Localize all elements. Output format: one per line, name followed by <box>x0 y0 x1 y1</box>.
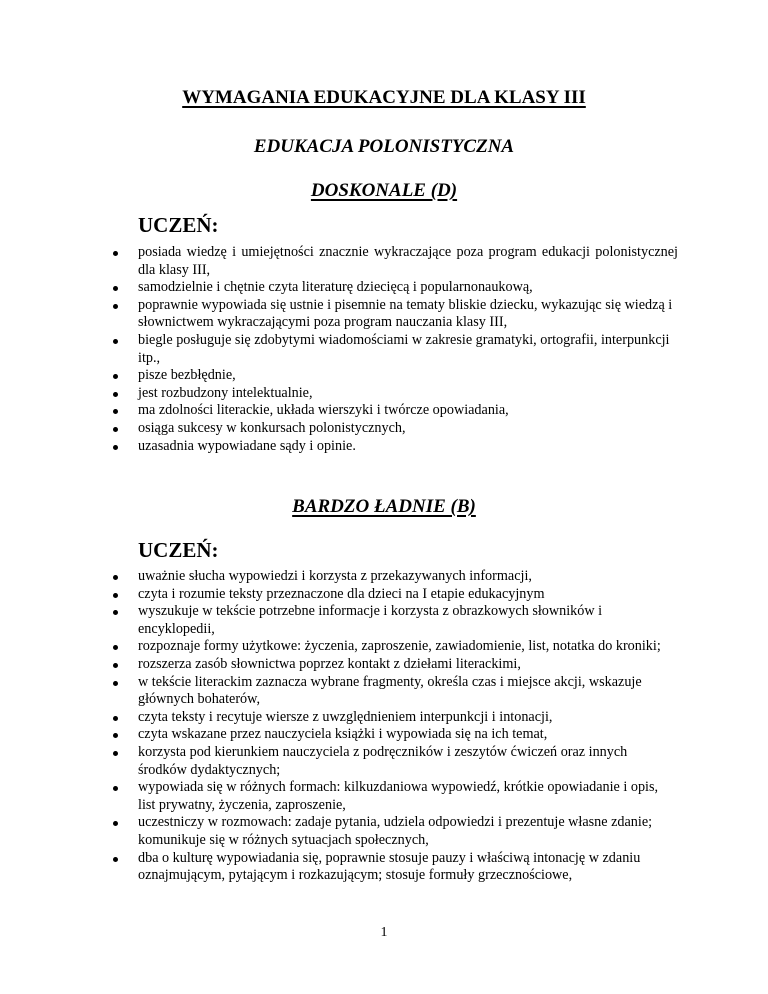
bullet-icon <box>113 821 118 826</box>
list-item: czyta wskazane przez nauczyciela książki i wypowiada się na ich temat, <box>0 726 678 744</box>
list-item: wyszukuje w tekście potrzebne informacje i korzysta z obrazkowych słowników i encyklopedii, <box>0 603 678 638</box>
list-item: korzysta pod kierunkiem nauczyciela z podręczników i zeszytów ćwiczeń oraz innych środków dydaktycznych; <box>0 744 678 779</box>
bullet-icon <box>113 786 118 791</box>
bullet-icon <box>113 339 118 344</box>
bullet-icon <box>113 751 118 756</box>
list-item: jest rozbudzony intelektualnie, <box>0 385 678 403</box>
list-item: posiada wiedzę i umiejętności znacznie wykraczające poza program edukacji polonistycznej dla klasy III, <box>0 244 678 279</box>
list-item: uczestniczy w rozmowach: zadaje pytania, udziela odpowiedzi i prezentuje własne zdanie; komunikuje się w różnych sytuacjach społecznych, <box>0 814 678 849</box>
bullet-icon <box>113 733 118 738</box>
list-item: uważnie słucha wypowiedzi i korzysta z przekazywanych informacji, <box>0 568 678 586</box>
bullet-icon <box>113 374 118 379</box>
list-item: ma zdolności literackie, układa wierszyki i twórcze opowiadania, <box>0 402 678 420</box>
bullet-icon <box>113 575 118 580</box>
list-item: poprawnie wypowiada się ustnie i pisemnie na tematy bliskie dziecku, wykazując się wiedzą i słownictwem wykraczającymi poza program nauczania klasy III, <box>0 297 678 332</box>
bullet-icon <box>113 445 118 450</box>
bullet-icon <box>113 409 118 414</box>
bullet-icon <box>113 610 118 615</box>
bullet-icon <box>113 857 118 862</box>
grade-heading-doskonale: DOSKONALE (D) <box>310 180 458 201</box>
bullet-icon <box>113 645 118 650</box>
bullet-icon <box>113 593 118 598</box>
bullet-icon <box>113 392 118 397</box>
list-item: czyta i rozumie teksty przeznaczone dla dzieci na I etapie edukacyjnym <box>0 586 678 604</box>
list-item: dba o kulturę wypowiadania się, poprawnie stosuje pauzy i właściwą intonację w zdaniu oznajmującym, pytającym i rozkazującym; stosuje formuły grzecznościowe, <box>0 850 678 885</box>
list-item: w tekście literackim zaznacza wybrane fragmenty, określa czas i miejsce akcji, wskazuje głównych bohaterów, <box>0 674 678 709</box>
bullet-icon <box>113 663 118 668</box>
list-item: czyta teksty i recytuje wiersze z uwzględnieniem interpunkcji i intonacji, <box>0 709 678 727</box>
page-number: 1 <box>380 925 388 940</box>
bullet-icon <box>113 251 118 256</box>
list-item: biegle posługuje się zdobytymi wiadomościami w zakresie gramatyki, ortografii, interpunkcji itp., <box>0 332 678 367</box>
subject-title: EDUKACJA POLONISTYCZNA <box>253 136 515 157</box>
bullet-icon <box>113 681 118 686</box>
requirements-list-doskonale <box>0 244 768 455</box>
bullet-icon <box>113 304 118 309</box>
list-item: uzasadnia wypowiadane sądy i opinie. <box>0 438 678 456</box>
bullet-icon <box>113 286 118 291</box>
bullet-icon <box>113 716 118 721</box>
student-label: UCZEŃ: <box>138 538 219 562</box>
list-item: wypowiada się w różnych formach: kilkuzdaniowa wypowiedź, krótkie opowiadanie i opis, list prywatny, życzenia, zaproszenie, <box>0 779 678 814</box>
document-title: WYMAGANIA EDUKACYJNE DLA KLASY III <box>182 87 586 108</box>
list-item: rozpoznaje formy użytkowe: życzenia, zaproszenie, zawiadomienie, list, notatka do kroniki; <box>0 638 678 656</box>
list-item: rozszerza zasób słownictwa poprzez kontakt z dziełami literackimi, <box>0 656 678 674</box>
grade-heading-bardzo-ladnie: BARDZO ŁADNIE (B) <box>292 496 476 517</box>
bullet-icon <box>113 427 118 432</box>
student-label: UCZEŃ: <box>138 213 219 237</box>
list-item: pisze bezbłędnie, <box>0 367 678 385</box>
list-item: samodzielnie i chętnie czyta literaturę dziecięcą i popularnonaukową, <box>0 279 678 297</box>
requirements-list-bardzo-ladnie <box>0 568 768 885</box>
list-item: osiąga sukcesy w konkursach polonistycznych, <box>0 420 678 438</box>
